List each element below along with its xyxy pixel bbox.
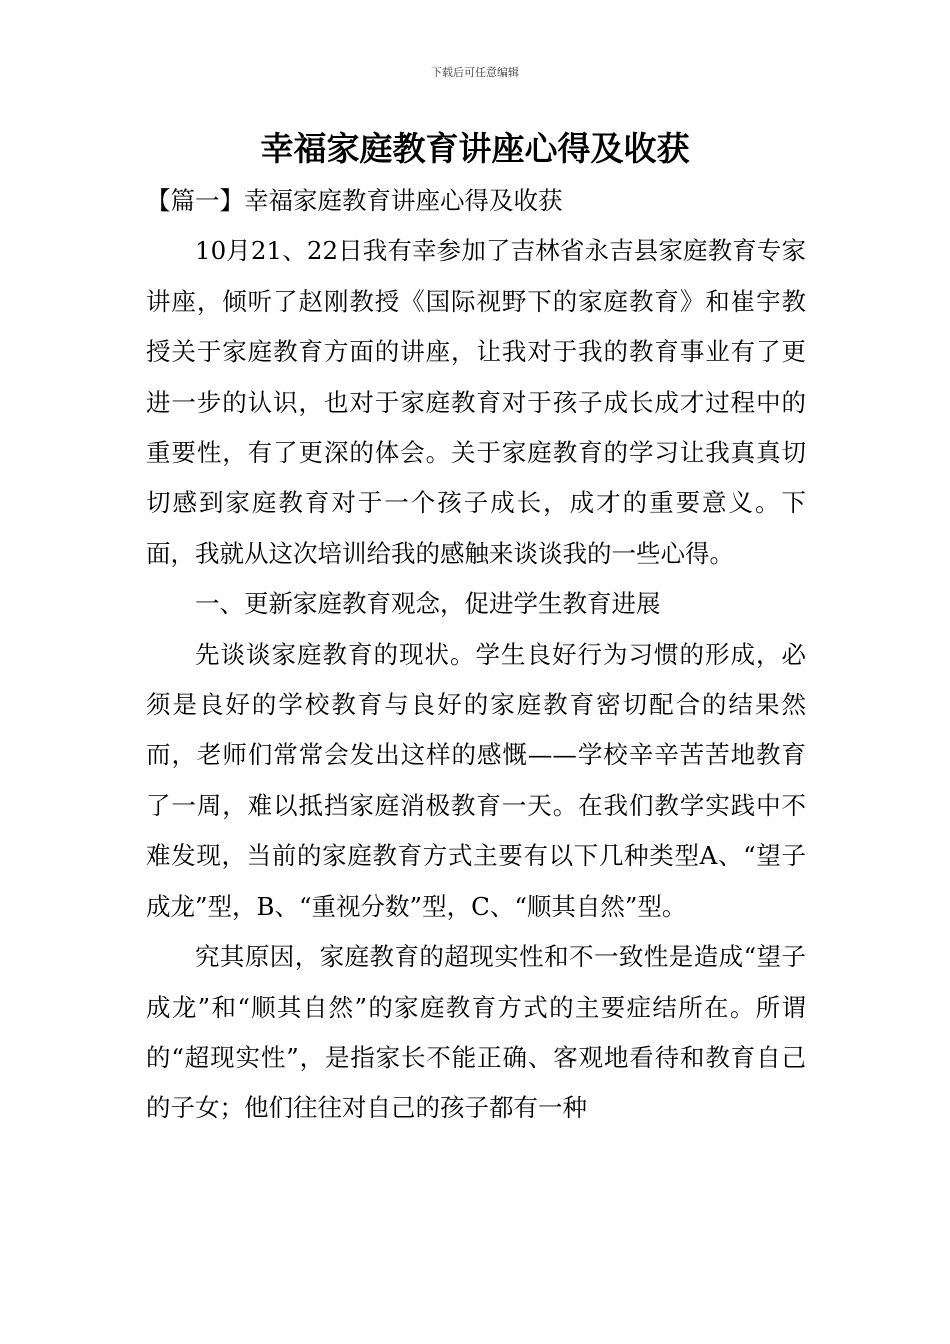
- document-title: 幸福家庭教育讲座心得及收获: [260, 129, 690, 168]
- paragraph-4: 究其原因，家庭教育的超现实性和不一致性是造成“望子成龙”和“顺其自然”的家庭教育方式的主要症结所在。所谓的“超现实性”，是指家长不能正确、客观地看待和教育自己的子女；他们往往对自己的孩子都有一种: [146, 942, 806, 1123]
- header-note: 下载后可任意编辑: [431, 66, 519, 79]
- document-body: [146, 176, 806, 1134]
- paragraph-2-heading: 一、更新家庭教育观念，促进学生教育进展: [195, 589, 661, 619]
- paragraph-1: 10月21、22日我有幸参加了吉林省永吉县家庭教育专家讲座，倾听了赵刚教授《国际视野下的家庭教育》和崔宇教授关于家庭教育方面的讲座，让我对于我的教育事业有了更进一步的认识，也对于家庭教育对于孩子成长成才过程中的重要性，有了更深的体会。关于家庭教育的学习让我真真切切感到家庭教育对于一个孩子成长，成才的重要意义。下面，我就从这次培训给我的感触来谈谈我的一些心得。: [146, 236, 806, 568]
- paragraph-3: 先谈谈家庭教育的现状。学生良好行为习惯的形成，必须是良好的学校教育与良好的家庭教育密切配合的结果然而，老师们常常会发出这样的感慨——学校辛辛苦苦地教育了一周，难以抵挡家庭消极教育一天。在我们教学实践中不难发现，当前的家庭教育方式主要有以下几种类型A、“望子成龙”型，B、“重视分数”型，C、“顺其自然”型。: [146, 639, 806, 921]
- section-heading: 【篇一】幸福家庭教育讲座心得及收获: [146, 186, 563, 215]
